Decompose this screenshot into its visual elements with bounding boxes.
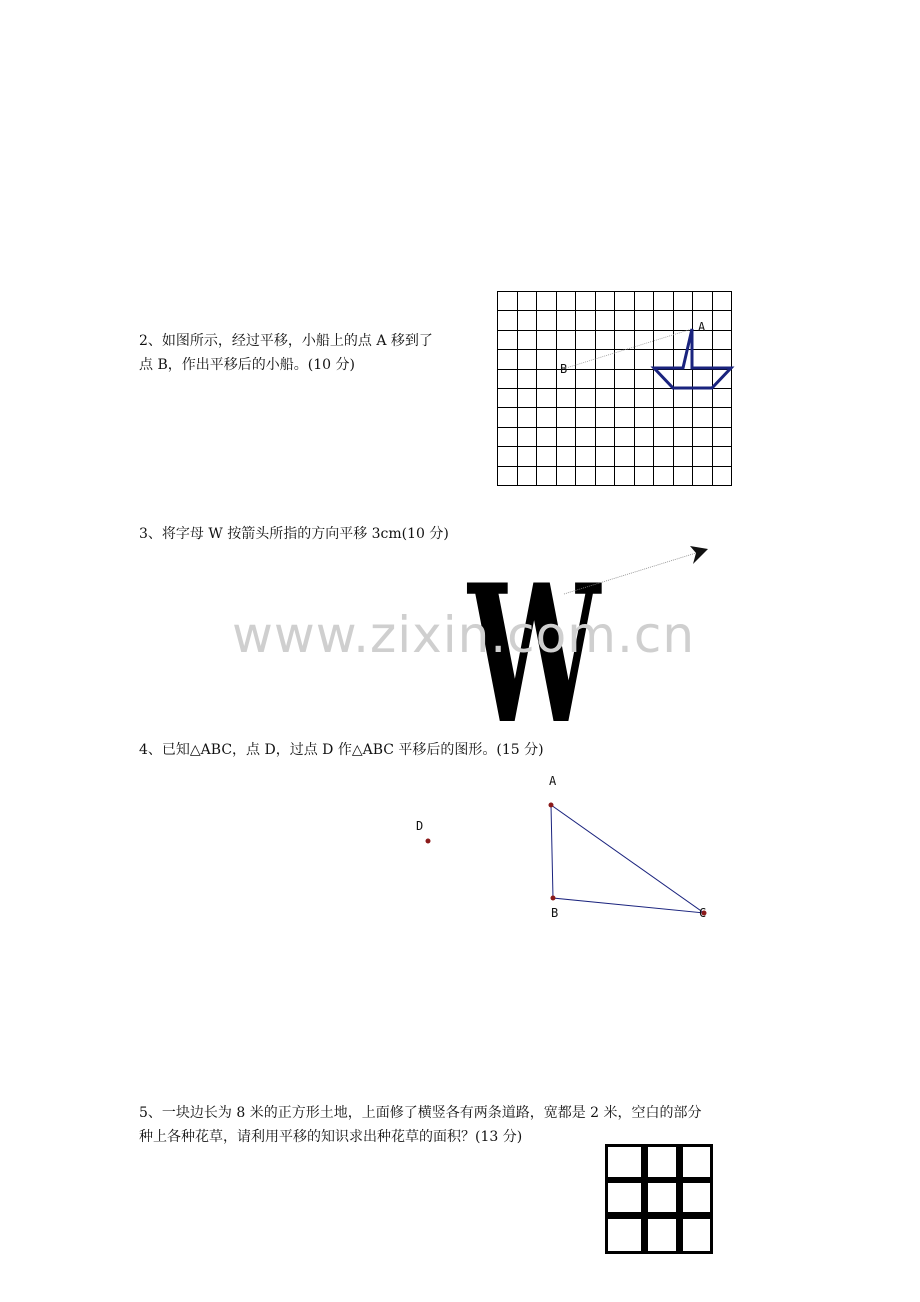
question-2-line-2: 点 B，作出平移后的小船。(10 分) bbox=[139, 357, 355, 373]
triangle-figure bbox=[540, 795, 740, 935]
point-d bbox=[426, 839, 431, 844]
vertical-road-2 bbox=[676, 1145, 683, 1254]
vertex-b-label: B bbox=[551, 906, 559, 920]
point-a-label: A bbox=[698, 320, 706, 334]
arrow-shaft bbox=[564, 553, 696, 594]
watermark: www.zixin.com.cn bbox=[232, 606, 696, 664]
vertical-road-1 bbox=[641, 1145, 648, 1254]
point-d-figure bbox=[423, 836, 433, 846]
question-5-line-2: 种上各种花草，请利用平移的知识求出种花草的面积？(13 分) bbox=[139, 1129, 523, 1145]
land-outline bbox=[607, 1146, 712, 1253]
vertex-a bbox=[549, 803, 554, 808]
question-3-text: 3、将字母 W 按箭头所指的方向平移 3cm(10 分) bbox=[139, 526, 449, 542]
triangle-abc bbox=[551, 805, 704, 913]
question-5-line-1: 5、一块边长为 8 米的正方形土地，上面修了横竖各有两条道路，宽都是 2 米，空白的部分 bbox=[139, 1105, 702, 1121]
question-2-text bbox=[139, 329, 433, 377]
question-4-text: 4、已知△ABC，点 D，过点 D 作△ABC 平移后的图形。(15 分) bbox=[139, 742, 544, 758]
direction-arrow bbox=[560, 540, 710, 600]
point-d-label: D bbox=[416, 819, 424, 833]
vertex-a-label: A bbox=[549, 774, 557, 788]
arrow-head bbox=[690, 546, 708, 564]
horizontal-road-2 bbox=[606, 1212, 713, 1219]
question-5-text bbox=[139, 1101, 702, 1149]
vertex-c-label: C bbox=[699, 906, 707, 920]
point-b-label: B bbox=[560, 362, 568, 376]
land-with-roads-figure bbox=[605, 1144, 715, 1256]
question-2-line-1: 2、如图所示，经过平移，小船上的点 A 移到了 bbox=[139, 333, 433, 349]
vertex-b bbox=[551, 896, 556, 901]
horizontal-road-1 bbox=[606, 1177, 713, 1183]
letter-w: W bbox=[468, 543, 601, 766]
